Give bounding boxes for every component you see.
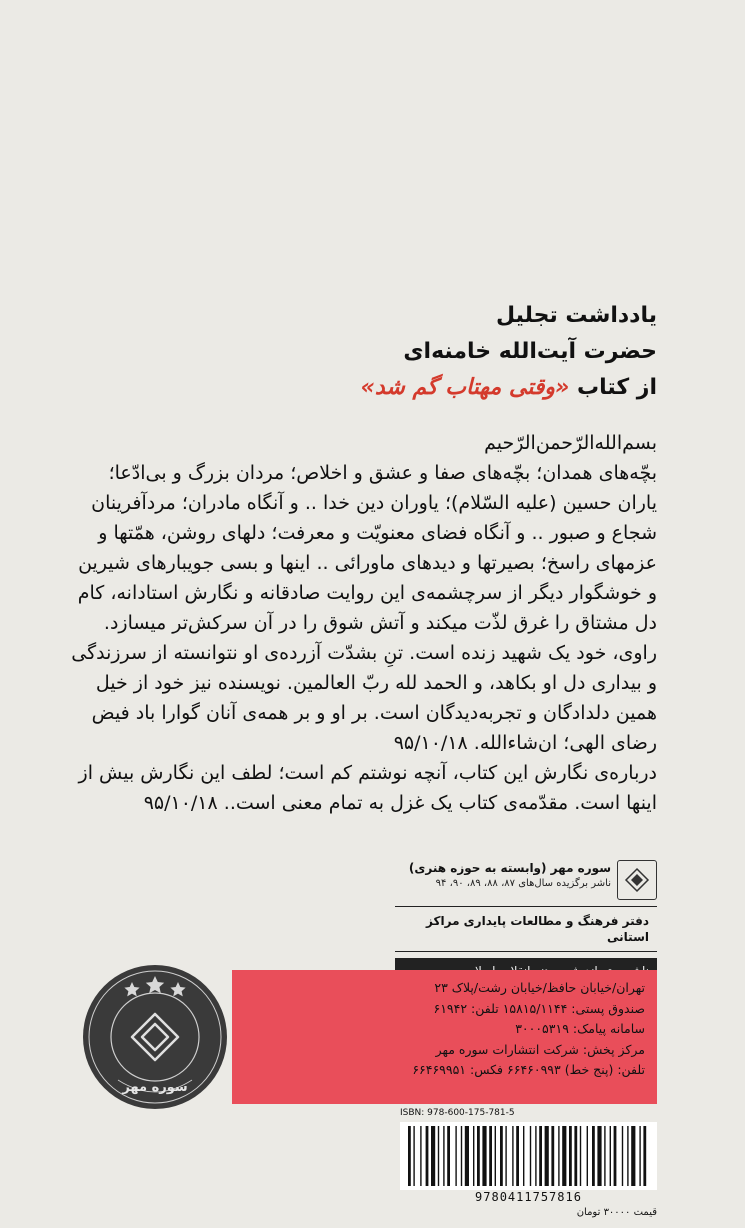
heading-author: حضرت آیت‌الله خامنه‌ای [403,339,657,364]
publisher-text [409,860,611,891]
contact-sms: سامانه پیامک: ۳۰۰۰۵۳۱۹ [515,1021,645,1036]
text-line: یاران حسین (علیه السّلام)؛ یاوران دین خدا .. و آنگاه مادران؛ مردآفرینان [91,492,657,514]
seal-text: سوره مهر [122,1080,188,1095]
text-line: رضای الهی؛ ان‌شاءالله. ۹۵/۱۰/۱۸ [393,732,657,754]
text-line: عزمهای راسخ؛ بصیرتها و دیدهای ماورائی .. اینها و بسی جویبارهای شیرین [78,552,657,574]
heading-title: یادداشت تجلیل [496,303,657,328]
text-line: همین دلدادگان و تجربه‌دیدگان است. بر او و بر همه‌ی آنان گوارا باد فیض [91,702,657,724]
text-line: و خوشگوار دیگر از سرچشمه‌ی این روایت صادقانه و نگارش استادانه، کام [77,582,657,604]
text-line: درباره‌ی نگارش این کتاب، آنچه نوشتم کم است؛ لطف این نگارش بیش از [78,762,657,784]
contact-address: تهران/خیابان حافظ/خیابان رشت/پلاک ۲۳ [434,980,645,995]
barcode-digits: 9780411757816 [475,1190,582,1204]
contact-distribution: مرکز پخش: شرکت انتشارات سوره مهر [435,1041,645,1057]
text-line: راوی، خود یک شهید زنده است. تنِ بشدّت آزرده‌ی او نتوانسته از سرزندگی [71,642,657,664]
heading-block [97,298,657,406]
contact-box [232,970,657,1104]
text-line: دل مشتاق را غرق لذّت میکند و آتش شوق را در آن سرکش‌تر میسازد. [103,612,657,634]
heading-book-line [97,370,657,406]
paragraph-2 [45,638,657,758]
text-line: شجاع و صبور .. و آنگاه فضای معنویّت و معرفت؛ دلهای روشن، همّتها و [98,522,657,544]
text-line: بسم‌الله‌الرّحمن‌الرّحیم [484,432,657,454]
publisher-logo-icon [617,860,657,900]
publisher-name: سوره مهر (وابسته به حوزه هنری) [408,861,611,875]
publisher-awards: ناشر برگزیده سال‌های ۸۷، ۸۸، ۸۹، ۹۰، ۹۴ [435,878,611,889]
publisher-header [395,860,657,900]
isbn-label: ISBN: 978-600-175-781-5 [400,1108,515,1118]
heading-book-prefix: از کتاب [569,375,657,400]
contact-phone-fax: تلفن: (پنج خط) ۶۶۴۶۰۹۹۳ فکس: ۶۶۴۶۹۹۵۱ [412,1062,645,1077]
heading-book-title: «وقتی مهتاب گم شد» [360,375,570,400]
paragraph-3 [45,758,657,818]
paragraph-1 [45,428,657,638]
body-text [45,428,657,818]
publisher-block [395,860,657,984]
barcode-icon [400,1122,657,1190]
contact-pobox: صندوق پستی: ۱۵۸۱۵/۱۱۴۴ تلفن: ۶۱۹۴۲ [433,1000,645,1016]
text-line: اینها است. مقدّمه‌ی کتاب یک غزل به تمام معنی است.. ۹۵/۱۰/۱۸ [143,792,657,814]
price-label: قیمت ۳۰۰۰۰ تومان [576,1207,657,1218]
publisher-office: دفتر فرهنگ و مطالعات پایداری مراکز استانی [395,906,657,952]
text-line: و بیداری دل او بکاهد، و الحمد لله ربّ العالمین. نویسنده نیز خود از خیل [95,672,657,694]
text-line: بچّه‌های همدان؛ بچّه‌های صفا و عشق و اخلاص؛ مردان بزرگ و بی‌ادّعا؛ [108,462,657,484]
